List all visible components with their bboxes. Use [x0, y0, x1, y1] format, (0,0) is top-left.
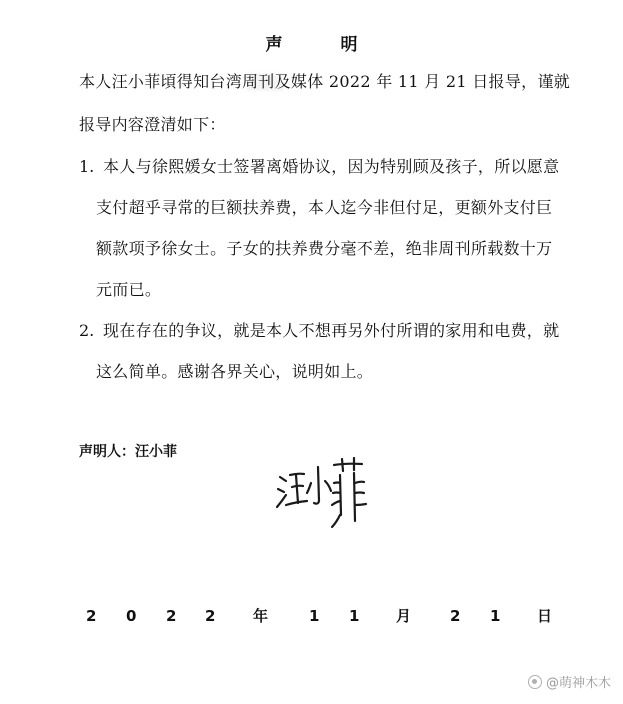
date-year-digit-4: 2 — [205, 607, 216, 625]
watermark — [528, 672, 611, 691]
intro-line-1: 本人汪小菲頃得知台湾周刊及媒体 2022 年 11 月 21 日报导，谨就 — [79, 72, 571, 91]
date-year-digit-1: 2 — [86, 607, 97, 625]
toutiao-logo-icon — [528, 675, 542, 689]
item-1-line-2: 支付超乎寻常的巨额扶养费，本人迄今非但付足，更额外支付巨 — [96, 198, 553, 217]
date-month-digit-2: 1 — [349, 607, 360, 625]
item-1-number: 1. — [79, 157, 95, 176]
item-1-line-1: 本人与徐熙媛女士签署离婚协议，因为特别顾及孩子，所以愿意 — [103, 157, 560, 176]
item-1-line-3: 额款项予徐女士。子女的扶养费分毫不差，绝非周刊所载数十万 — [96, 239, 553, 258]
item-2-number: 2. — [79, 321, 95, 340]
item-2-line-1: 现在存在的争议，就是本人不想再另外付所谓的家用和电费，就 — [103, 321, 560, 340]
item-2-line-2: 这么简单。感谢各界关心，说明如上。 — [96, 362, 374, 381]
intro-line-2: 报导内容澄清如下： — [79, 115, 226, 134]
date-year-digit-3: 2 — [166, 607, 177, 625]
date-month-char: 月 — [396, 607, 412, 625]
statement-title: 声 明 — [265, 35, 384, 55]
date-day-digit-2: 1 — [490, 607, 501, 625]
date-month-digit-1: 1 — [309, 607, 320, 625]
date-year-digit-2: 0 — [126, 607, 137, 625]
date-day-char: 日 — [537, 607, 553, 625]
date-year-char: 年 — [253, 607, 269, 625]
watermark-text: @萌神木木 — [545, 676, 611, 691]
date-day-digit-1: 2 — [450, 607, 461, 625]
handwritten-signature — [274, 455, 370, 535]
signer-label: 声明人：汪小菲 — [79, 444, 177, 460]
item-1-line-4: 元而已。 — [96, 280, 162, 299]
